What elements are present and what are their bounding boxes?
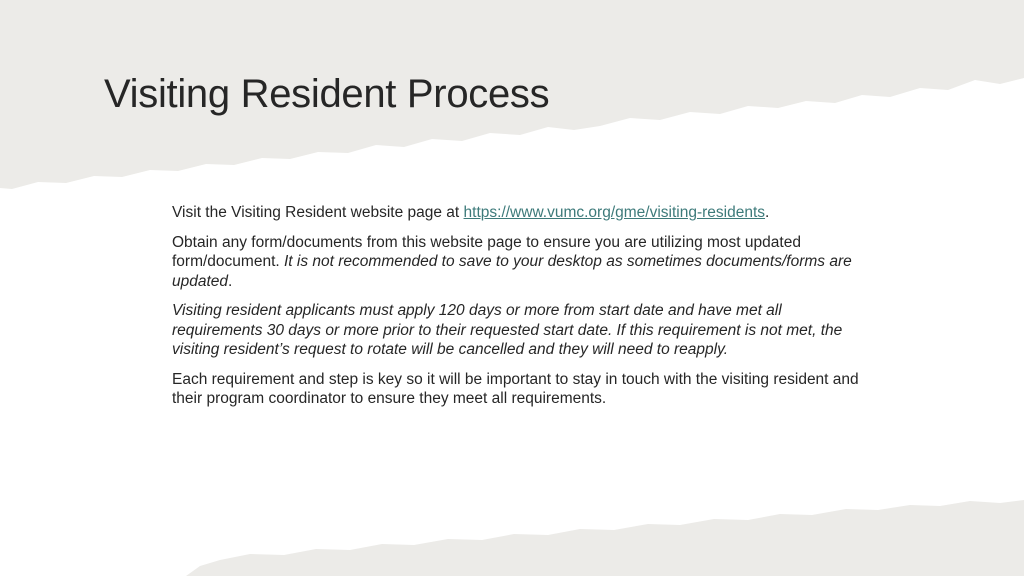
paragraph-4-text: Each requirement and step is key so it will be important to stay in touch with the visiting resident and their program coordinator to ensure they meet all requirements.	[172, 370, 859, 407]
paragraph-2-text: Obtain any form/documents from this website page to ensure you are utilizing most updated form/document.	[172, 233, 801, 270]
paragraph-1-period: .	[765, 204, 770, 221]
paragraph-2-period: .	[228, 272, 233, 290]
paragraph-application-deadline	[172, 301, 862, 360]
paragraph-2-italic-note: It is not recommended to save to your desktop as sometimes documents/forms are updated	[172, 253, 852, 290]
bottom-torn-paper-shape	[186, 500, 1024, 576]
paragraph-visit-website	[172, 203, 862, 223]
slide-title: Visiting Resident Process	[104, 72, 550, 116]
slide-body	[172, 203, 862, 419]
paragraph-3-italic-text: Visiting resident applicants must apply 120 days or more from start date and have met all requirements 30 days or more prior to their requested start date. If this requirement is not met, the visiting resident’s request to rotate will be cancelled and they will need to reapply.	[172, 302, 843, 358]
paragraph-stay-in-touch	[172, 370, 862, 409]
paragraph-obtain-forms	[172, 233, 862, 292]
paragraph-1-text: Visit the Visiting Resident website page at	[172, 204, 464, 221]
visiting-residents-link[interactable]: https://www.vumc.org/gme/visiting-residents	[463, 204, 766, 221]
